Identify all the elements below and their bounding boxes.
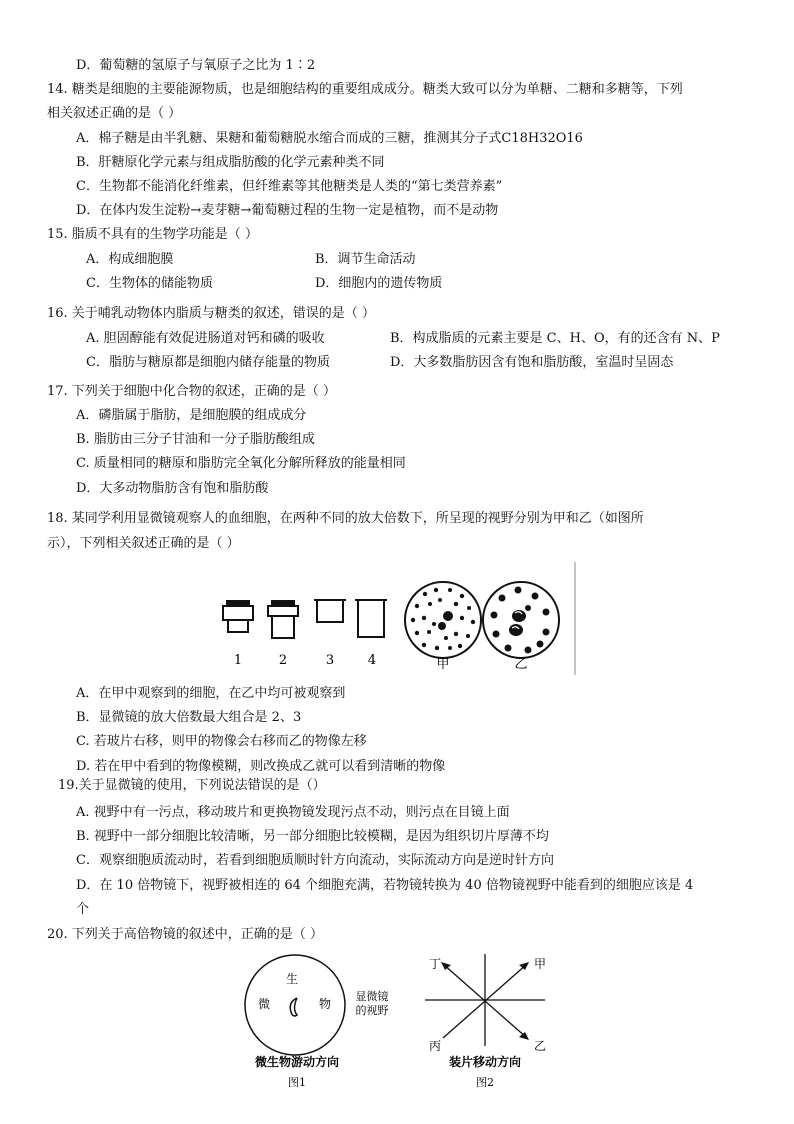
figure-2 bbox=[425, 954, 546, 1089]
q20-figure bbox=[235, 950, 575, 1090]
q18-option-c: C. 若玻片右移，则甲的物像会右移而乙的物像左移 bbox=[76, 734, 367, 749]
field-label-jia: 甲 bbox=[436, 657, 450, 672]
lens-label-2: 2 bbox=[278, 653, 288, 668]
q14-stem: 14. 糖类是细胞的主要能源物质，也是细胞结构的重要组成成分。糖类大致可以分为单糖、二糖和多糖等，下列 bbox=[47, 82, 683, 97]
direction-label-bing: 丙 bbox=[428, 1039, 442, 1053]
q16-option-b: B．构成脂质的元素主要是 C、H、O，有的还含有 N、P bbox=[390, 331, 720, 346]
q14-stem-cont: 相关叙述正确的是（ ） bbox=[47, 106, 182, 121]
fig1-label: 图1 bbox=[288, 1076, 306, 1089]
direction-label-ding: 丁 bbox=[428, 957, 442, 971]
fig1-side-label-2: 的视野 bbox=[355, 1004, 389, 1017]
q19-option-b: B. 视野中一部分细胞比较清晰，另一部分细胞比较模糊，是因为组织切片厚薄不均 bbox=[76, 829, 549, 844]
arrow-ding-icon bbox=[441, 962, 451, 970]
lens-label-4: 4 bbox=[367, 653, 377, 668]
q14-option-a: A．棉子糖是由半乳糖、果糖和葡萄糖脱水缩合而成的三糖，推测其分子式C18H32O16 bbox=[76, 131, 583, 146]
q15-option-c: C．生物体的储能物质 bbox=[86, 276, 213, 291]
q19-option-a: A. 视野中有一污点，移动玻片和更换物镜发现污点不动，则污点在目镜上面 bbox=[76, 805, 510, 820]
q18-option-b: B．显微镜的放大倍数最大组合是 2、3 bbox=[76, 710, 302, 725]
field-of-view-yi bbox=[483, 582, 559, 658]
field-of-view-jia bbox=[405, 582, 481, 658]
q17-option-d: D．大多动物脂肪含有饱和脂肪酸 bbox=[76, 481, 269, 496]
q17-option-b: B. 脂肪由三分子甘油和一分子脂肪酸组成 bbox=[76, 432, 315, 447]
arrow-yi-icon bbox=[519, 1032, 529, 1040]
q15-option-a: A．构成细胞膜 bbox=[86, 252, 174, 267]
objective-lens-2 bbox=[268, 601, 298, 638]
q18-figure bbox=[210, 560, 590, 680]
microbe-icon bbox=[290, 998, 297, 1016]
q18-stem-cont: 示），下列相关叙述正确的是（ ） bbox=[47, 536, 240, 551]
fig1-char-wu: 物 bbox=[318, 997, 332, 1011]
eyepiece-lens-4 bbox=[355, 600, 387, 637]
q14-option-d: D．在体内发生淀粉→麦芽糖→葡萄糖过程的生物一定是植物，而不是动物 bbox=[76, 203, 499, 218]
q19-stem: 19.关于显微镜的使用，下列说法错误的是（） bbox=[58, 778, 326, 793]
q15-option-d: D．细胞内的遗传物质 bbox=[315, 276, 443, 291]
q17-option-c: C. 质量相同的糖原和脂肪完全氧化分解所释放的能量相同 bbox=[76, 456, 406, 471]
arrow-jia-icon bbox=[519, 962, 529, 970]
q16-stem: 16. 关于哺乳动物体内脂质与糖类的叙述，错误的是（ ） bbox=[47, 306, 375, 321]
q15-stem: 15. 脂质不具有的生物学功能是（ ） bbox=[47, 227, 258, 242]
lens-label-1: 1 bbox=[233, 653, 243, 668]
direction-label-yi: 乙 bbox=[533, 1039, 547, 1053]
q14-option-b: B．肝糖原化学元素与组成脂肪酸的化学元素种类不同 bbox=[76, 155, 385, 170]
q19-option-d-cont: 个 bbox=[76, 902, 90, 917]
q17-option-a: A．磷脂属于脂肪，是细胞膜的组成成分 bbox=[76, 408, 307, 423]
fig2-label: 图2 bbox=[476, 1076, 494, 1089]
q18-option-d: D. 若在甲中看到的物像模糊，则改换成乙就可以看到清晰的物像 bbox=[76, 759, 446, 774]
q19-option-d: D．在 10 倍物镜下，视野被相连的 64 个细胞充满，若物镜转换为 40 倍物镜视野中能看到的细胞应该是 4 bbox=[76, 878, 694, 893]
q16-option-d: D．大多数脂肪因含有饱和脂肪酸，室温时呈固态 bbox=[390, 355, 674, 370]
eyepiece-lens-3 bbox=[314, 600, 346, 622]
fig1-caption: 微生物游动方向 bbox=[254, 1055, 340, 1069]
fig1-char-wei: 微 bbox=[257, 997, 271, 1011]
objective-lens-1 bbox=[223, 601, 253, 632]
figure-1 bbox=[245, 955, 389, 1089]
fig1-side-label-1: 显微镜 bbox=[355, 990, 389, 1003]
q16-option-a: A. 胆固醇能有效促进肠道对钙和磷的吸收 bbox=[86, 331, 325, 346]
field-label-yi: 乙 bbox=[514, 657, 528, 672]
q14-option-c: C．生物都不能消化纤维素，但纤维素等其他糖类是人类的“第七类营养素” bbox=[76, 179, 503, 194]
q16-option-c: C．脂肪与糖原都是细胞内储存能量的物质 bbox=[86, 355, 330, 370]
q20-stem: 20. 下列关于高倍物镜的叙述中，正确的是（ ） bbox=[47, 927, 323, 942]
q18-stem: 18. 某同学利用显微镜观察人的血细胞，在两种不同的放大倍数下，所呈现的视野分别为甲和乙（如图所 bbox=[47, 511, 644, 526]
direction-label-jia: 甲 bbox=[533, 957, 547, 971]
q15-option-b: B．调节生命活动 bbox=[315, 252, 416, 267]
q18-option-a: A．在甲中观察到的细胞，在乙中均可被观察到 bbox=[76, 686, 346, 701]
lens-label-3: 3 bbox=[325, 653, 335, 668]
fig2-caption: 装片移动方向 bbox=[448, 1055, 522, 1069]
q13-option-d: D．葡萄糖的氢原子与氧原子之比为 1∶2 bbox=[76, 58, 316, 73]
q19-option-c: C．观察细胞质流动时，若看到细胞质顺时针方向流动，实际流动方向是逆时针方向 bbox=[76, 853, 554, 868]
q17-stem: 17. 下列关于细胞中化合物的叙述，正确的是（ ） bbox=[47, 384, 336, 399]
fig1-char-sheng: 生 bbox=[285, 972, 299, 986]
